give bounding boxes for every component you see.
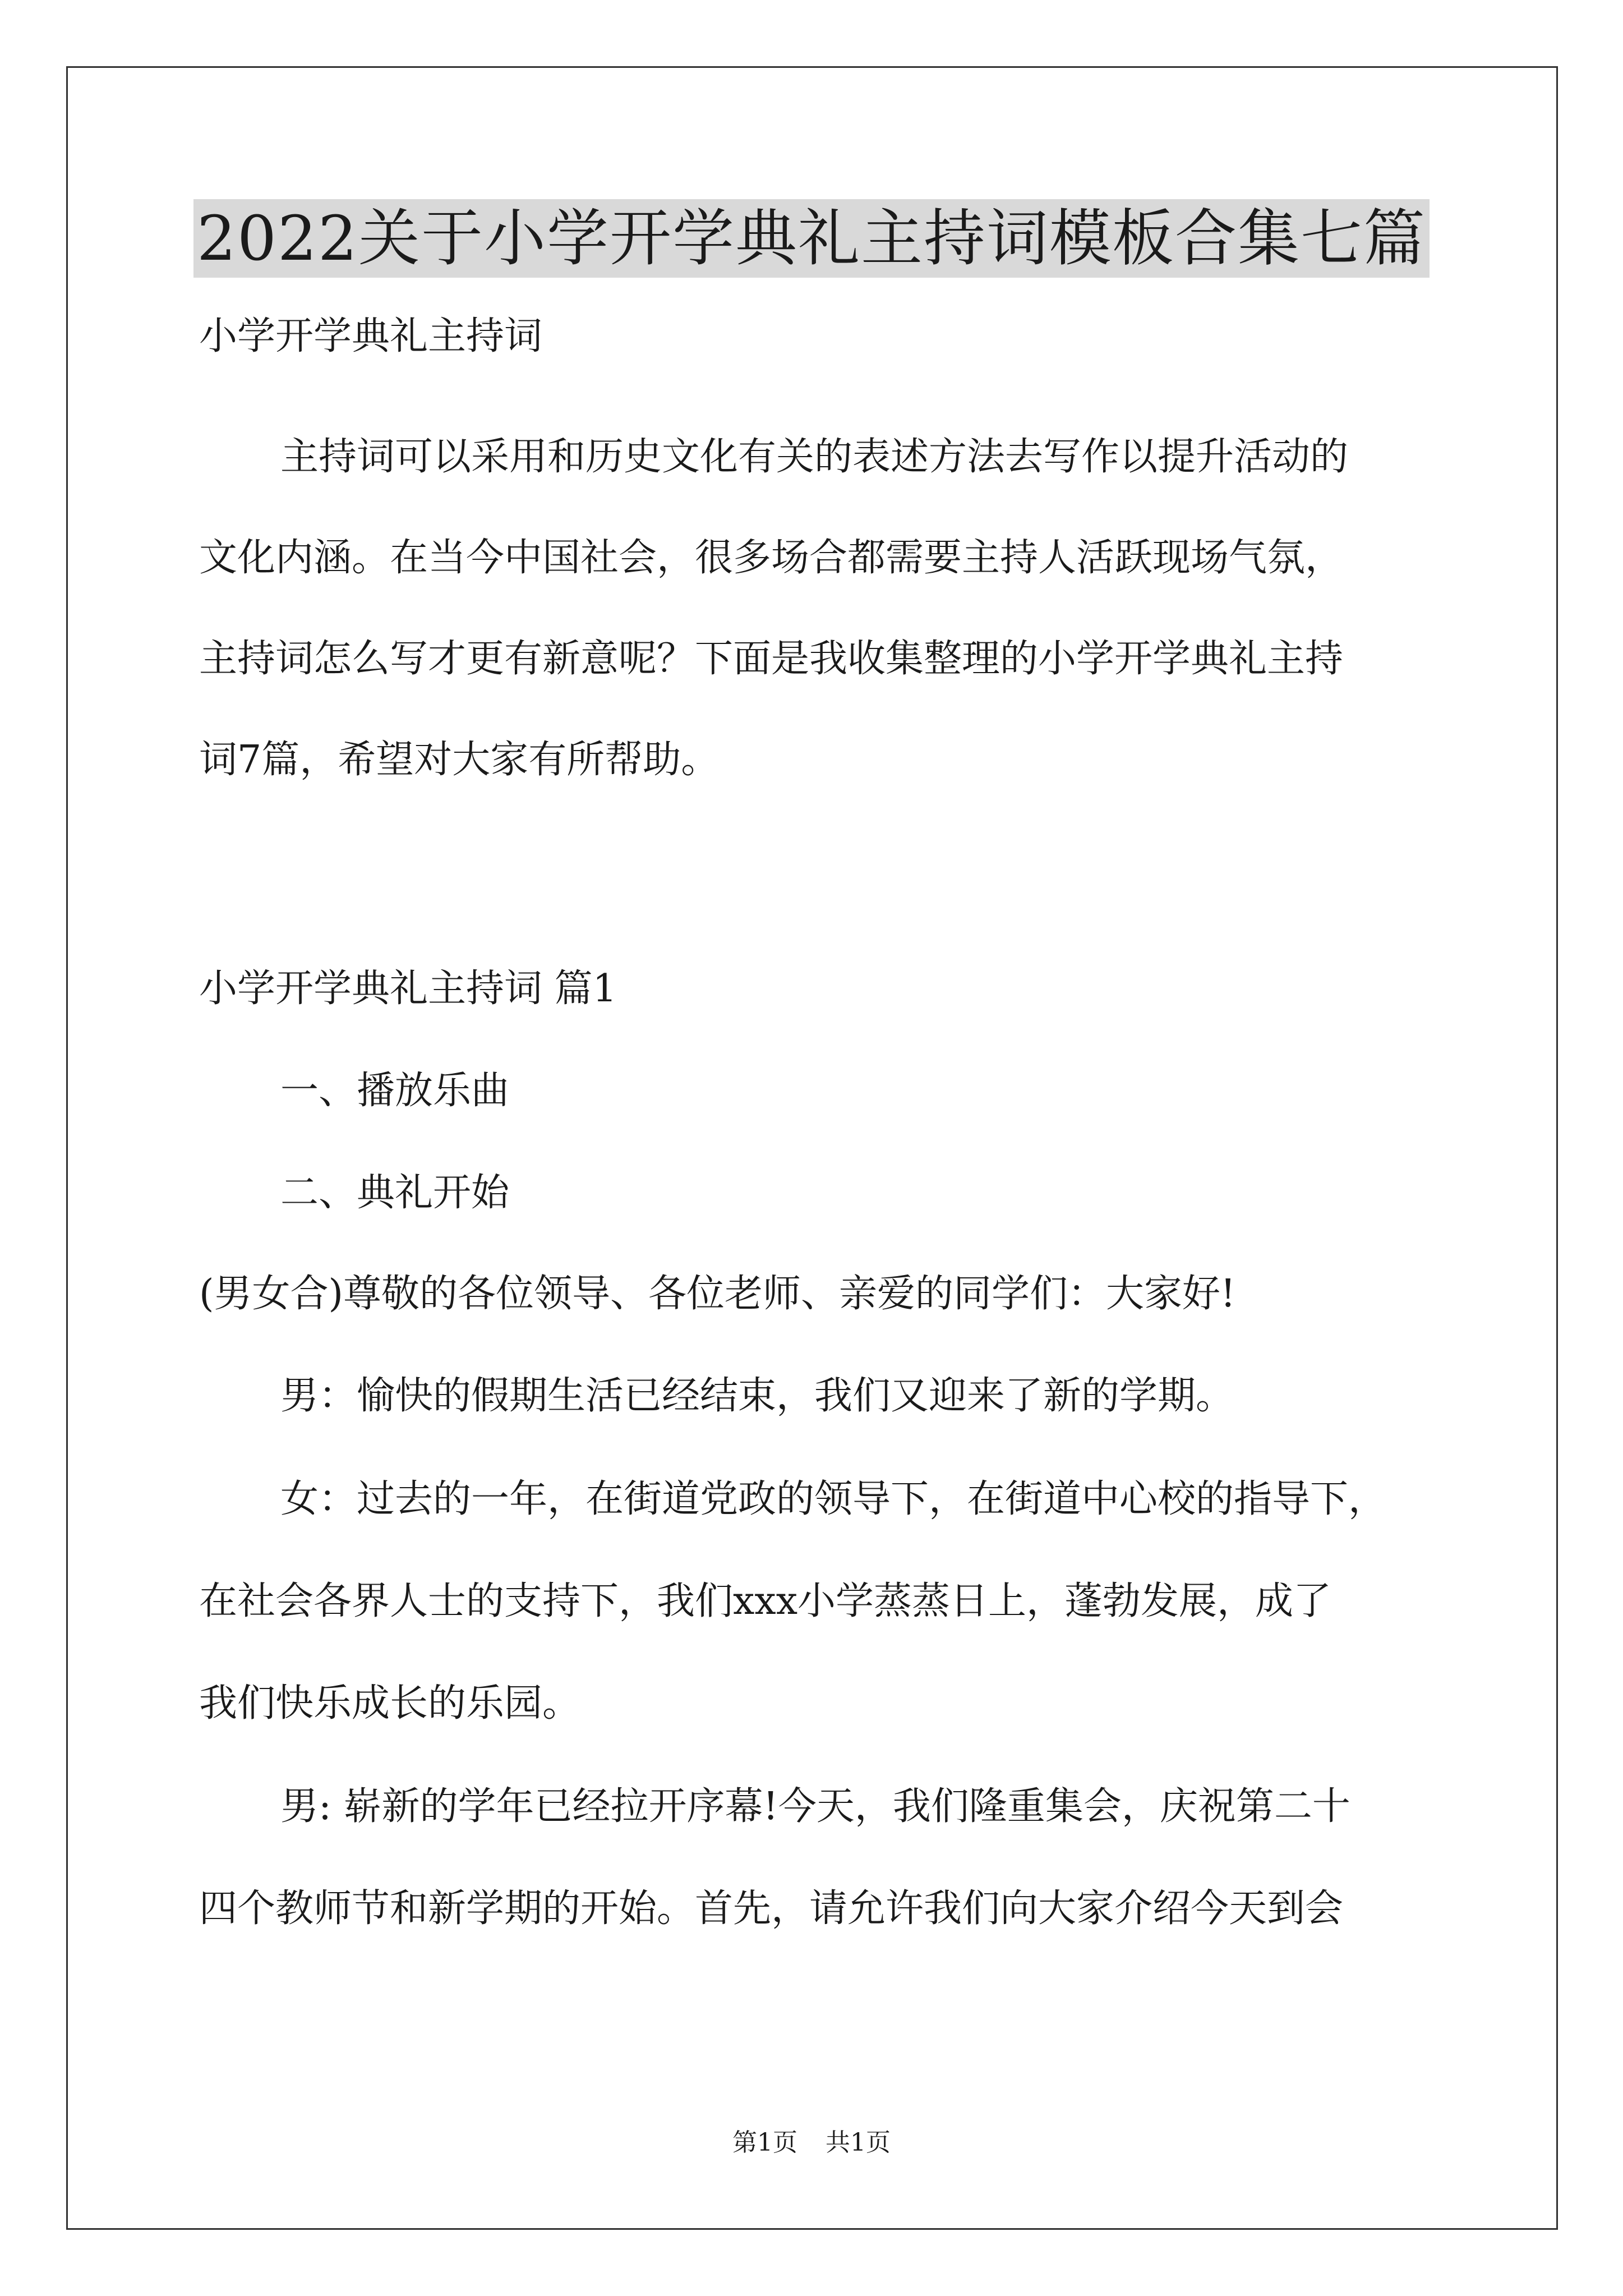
document-title: 2022关于小学开学典礼主持词模板合集七篇: [193, 199, 1430, 278]
paragraph-line: 一、播放乐曲: [280, 1069, 510, 1113]
page-footer: [0, 2126, 1623, 2160]
paragraph-line: 男: 崭新的学年已经拉开序幕!今天，我们隆重集会，庆祝第二十: [280, 1784, 1350, 1829]
section-heading: 小学开学典礼主持词: [199, 314, 543, 358]
paragraph-line: (男女合)尊敬的各位领导、各位老师、亲爱的同学们：大家好!: [199, 1272, 1236, 1316]
paragraph-line: 主持词可以采用和历史文化有关的表述方法去写作以提升活动的: [280, 435, 1349, 479]
paragraph-line: 我们快乐成长的乐园。: [199, 1681, 581, 1726]
page-number: 第1页: [732, 2128, 797, 2157]
section-heading: 小学开学典礼主持词 篇1: [199, 967, 617, 1011]
paragraph-line: 四个教师节和新学期的开始。首先，请允许我们向大家介绍今天到会: [199, 1887, 1344, 1931]
paragraph-line: 女：过去的一年，在街道党政的领导下，在街道中心校的指导下，: [280, 1477, 1387, 1521]
paragraph-line: 二、典礼开始: [280, 1171, 510, 1215]
paragraph-line: 文化内涵。在当今中国社会，很多场合都需要主持人活跃现场气氛，: [199, 536, 1344, 580]
page-total: 共1页: [826, 2128, 891, 2157]
title-container: [0, 199, 1623, 278]
paragraph-line: 词7篇，希望对大家有所帮助。: [199, 738, 720, 782]
paragraph-line: 在社会各界人士的支持下，我们xxx小学蒸蒸日上，蓬勃发展，成了: [199, 1579, 1332, 1623]
paragraph-line: 主持词怎么写才更有新意呢？下面是我收集整理的小学开学典礼主持: [199, 637, 1344, 681]
paragraph-line: 男：愉快的假期生活已经结束，我们又迎来了新的学期。: [280, 1374, 1234, 1418]
